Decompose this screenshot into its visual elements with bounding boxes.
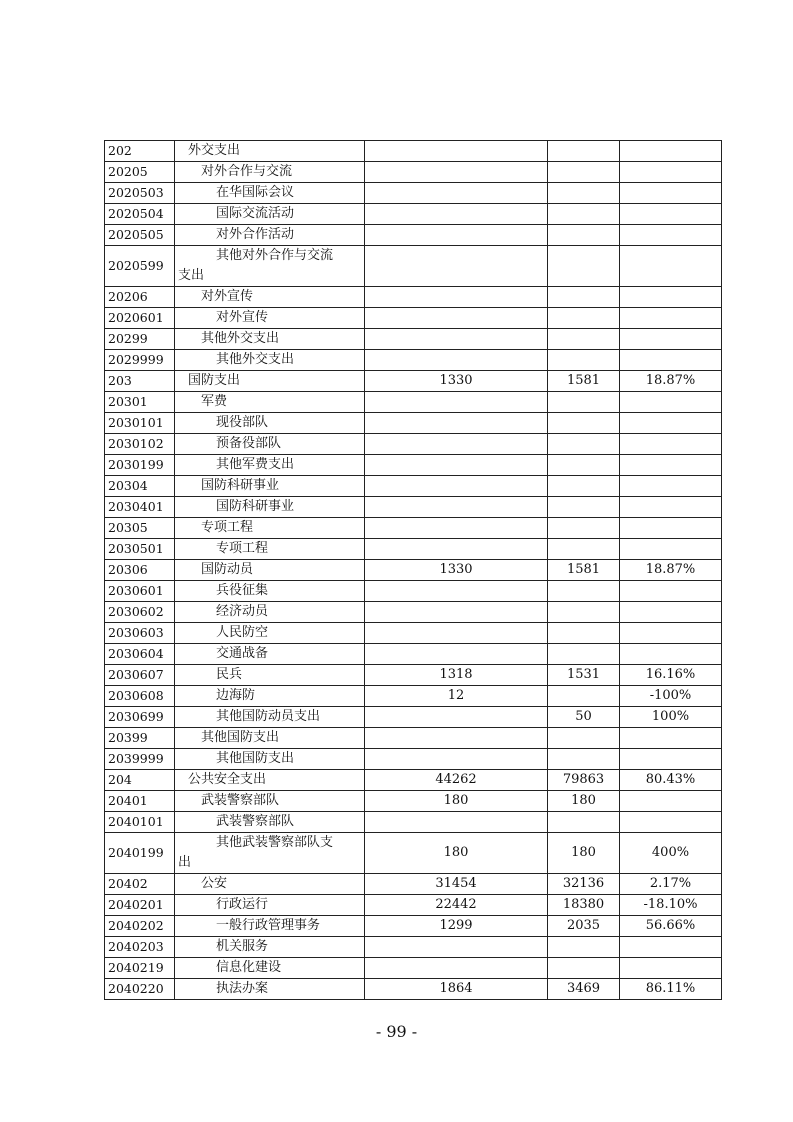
row-value-current xyxy=(548,686,620,707)
row-change-percent xyxy=(620,958,722,979)
row-code: 2040220 xyxy=(105,979,175,1000)
row-value-current xyxy=(548,225,620,246)
row-code: 2030501 xyxy=(105,539,175,560)
table-row xyxy=(105,183,722,204)
row-name xyxy=(175,246,365,287)
row-code: 20306 xyxy=(105,560,175,581)
row-value-prior xyxy=(365,434,548,455)
row-value-current: 180 xyxy=(548,791,620,812)
row-value-current: 32136 xyxy=(548,874,620,895)
row-name: 民兵 xyxy=(175,665,365,686)
row-value-current: 2035 xyxy=(548,916,620,937)
row-name: 预备役部队 xyxy=(175,434,365,455)
row-value-current xyxy=(548,455,620,476)
row-change-percent xyxy=(620,434,722,455)
row-code: 2030102 xyxy=(105,434,175,455)
row-code: 2030699 xyxy=(105,707,175,728)
row-code: 2030602 xyxy=(105,602,175,623)
row-value-prior xyxy=(365,329,548,350)
row-change-percent xyxy=(620,937,722,958)
table-row xyxy=(105,308,722,329)
row-change-percent xyxy=(620,246,722,287)
row-code: 2020505 xyxy=(105,225,175,246)
row-value-prior xyxy=(365,392,548,413)
row-code: 2029999 xyxy=(105,350,175,371)
row-code: 2030608 xyxy=(105,686,175,707)
row-name-line2: 支出 xyxy=(178,268,205,283)
table-row xyxy=(105,833,722,874)
row-value-current xyxy=(548,141,620,162)
row-change-percent xyxy=(620,413,722,434)
row-change-percent: 86.11% xyxy=(620,979,722,1000)
row-code: 2030601 xyxy=(105,581,175,602)
budget-table-body xyxy=(105,141,722,1000)
row-change-percent xyxy=(620,476,722,497)
row-change-percent xyxy=(620,162,722,183)
row-change-percent xyxy=(620,455,722,476)
table-row xyxy=(105,497,722,518)
row-value-current xyxy=(548,644,620,665)
table-row xyxy=(105,623,722,644)
row-code: 2030101 xyxy=(105,413,175,434)
row-value-current xyxy=(548,958,620,979)
row-value-current: 180 xyxy=(548,833,620,874)
row-code: 20304 xyxy=(105,476,175,497)
row-value-prior: 44262 xyxy=(365,770,548,791)
row-name: 国防支出 xyxy=(175,371,365,392)
row-code: 20299 xyxy=(105,329,175,350)
row-change-percent: 56.66% xyxy=(620,916,722,937)
row-name: 国防动员 xyxy=(175,560,365,581)
table-row xyxy=(105,728,722,749)
row-name: 其他外交支出 xyxy=(175,350,365,371)
row-code: 204 xyxy=(105,770,175,791)
table-row xyxy=(105,916,722,937)
row-value-current xyxy=(548,183,620,204)
table-row xyxy=(105,204,722,225)
table-row xyxy=(105,707,722,728)
row-code: 20301 xyxy=(105,392,175,413)
row-name: 交通战备 xyxy=(175,644,365,665)
row-value-prior xyxy=(365,183,548,204)
table-row xyxy=(105,581,722,602)
table-row xyxy=(105,371,722,392)
row-name: 国防科研事业 xyxy=(175,476,365,497)
row-value-current xyxy=(548,581,620,602)
table-row xyxy=(105,979,722,1000)
row-code: 2039999 xyxy=(105,749,175,770)
row-name: 信息化建设 xyxy=(175,958,365,979)
row-code: 2030199 xyxy=(105,455,175,476)
row-value-prior xyxy=(365,246,548,287)
row-value-prior: 12 xyxy=(365,686,548,707)
row-code: 20305 xyxy=(105,518,175,539)
table-row xyxy=(105,665,722,686)
table-row xyxy=(105,958,722,979)
row-code: 20205 xyxy=(105,162,175,183)
row-value-current: 18380 xyxy=(548,895,620,916)
row-value-current xyxy=(548,329,620,350)
row-code: 2020599 xyxy=(105,246,175,287)
table-row xyxy=(105,791,722,812)
row-code: 2040219 xyxy=(105,958,175,979)
table-row xyxy=(105,225,722,246)
row-name: 专项工程 xyxy=(175,539,365,560)
row-change-percent: 18.87% xyxy=(620,560,722,581)
row-name: 武装警察部队 xyxy=(175,791,365,812)
row-value-current xyxy=(548,728,620,749)
row-name: 在华国际会议 xyxy=(175,183,365,204)
row-value-current: 1531 xyxy=(548,665,620,686)
row-value-current xyxy=(548,246,620,287)
row-code: 2040203 xyxy=(105,937,175,958)
row-value-current: 3469 xyxy=(548,979,620,1000)
table-row xyxy=(105,141,722,162)
row-value-prior xyxy=(365,623,548,644)
row-value-prior xyxy=(365,812,548,833)
table-row xyxy=(105,644,722,665)
row-name: 机关服务 xyxy=(175,937,365,958)
row-value-current: 79863 xyxy=(548,770,620,791)
row-code: 2020504 xyxy=(105,204,175,225)
row-name: 其他国防支出 xyxy=(175,749,365,770)
row-name: 其他国防动员支出 xyxy=(175,707,365,728)
row-value-current xyxy=(548,497,620,518)
row-value-current xyxy=(548,162,620,183)
row-code: 203 xyxy=(105,371,175,392)
row-change-percent: 80.43% xyxy=(620,770,722,791)
row-change-percent: 2.17% xyxy=(620,874,722,895)
row-name: 国际交流活动 xyxy=(175,204,365,225)
row-change-percent xyxy=(620,350,722,371)
row-value-prior xyxy=(365,350,548,371)
row-code: 2030401 xyxy=(105,497,175,518)
row-change-percent: 100% xyxy=(620,707,722,728)
row-code: 2030603 xyxy=(105,623,175,644)
row-value-prior: 1299 xyxy=(365,916,548,937)
row-name: 其他国防支出 xyxy=(175,728,365,749)
table-row xyxy=(105,560,722,581)
row-change-percent xyxy=(620,539,722,560)
row-change-percent xyxy=(620,392,722,413)
row-change-percent xyxy=(620,644,722,665)
row-value-prior: 1864 xyxy=(365,979,548,1000)
row-name: 其他外交支出 xyxy=(175,329,365,350)
row-change-percent xyxy=(620,602,722,623)
row-code: 2040201 xyxy=(105,895,175,916)
table-row xyxy=(105,812,722,833)
row-name: 军费 xyxy=(175,392,365,413)
row-code: 202 xyxy=(105,141,175,162)
row-change-percent xyxy=(620,225,722,246)
row-name: 武装警察部队 xyxy=(175,812,365,833)
row-code: 2040202 xyxy=(105,916,175,937)
table-row xyxy=(105,350,722,371)
row-value-prior xyxy=(365,958,548,979)
row-code: 2020601 xyxy=(105,308,175,329)
row-change-percent xyxy=(620,329,722,350)
row-code: 2040101 xyxy=(105,812,175,833)
row-value-prior xyxy=(365,225,548,246)
row-value-prior xyxy=(365,518,548,539)
row-name: 其他军费支出 xyxy=(175,455,365,476)
row-name: 现役部队 xyxy=(175,413,365,434)
row-value-prior xyxy=(365,497,548,518)
row-value-current xyxy=(548,476,620,497)
row-change-percent xyxy=(620,749,722,770)
table-row xyxy=(105,455,722,476)
row-code: 20401 xyxy=(105,791,175,812)
table-row xyxy=(105,162,722,183)
row-value-prior xyxy=(365,749,548,770)
row-change-percent xyxy=(620,623,722,644)
row-code: 2040199 xyxy=(105,833,175,874)
row-change-percent xyxy=(620,812,722,833)
table-row xyxy=(105,392,722,413)
row-name: 一般行政管理事务 xyxy=(175,916,365,937)
row-name-line2: 出 xyxy=(178,855,192,870)
row-value-current xyxy=(548,434,620,455)
row-value-current xyxy=(548,518,620,539)
row-change-percent: 16.16% xyxy=(620,665,722,686)
row-change-percent xyxy=(620,728,722,749)
row-value-prior xyxy=(365,476,548,497)
row-value-prior xyxy=(365,413,548,434)
row-name: 经济动员 xyxy=(175,602,365,623)
row-value-prior: 180 xyxy=(365,791,548,812)
row-change-percent: -100% xyxy=(620,686,722,707)
row-change-percent xyxy=(620,581,722,602)
table-row xyxy=(105,246,722,287)
row-name: 对外宣传 xyxy=(175,308,365,329)
row-change-percent xyxy=(620,204,722,225)
row-change-percent: 400% xyxy=(620,833,722,874)
row-value-prior xyxy=(365,455,548,476)
row-name: 外交支出 xyxy=(175,141,365,162)
table-row xyxy=(105,686,722,707)
row-name xyxy=(175,833,365,874)
row-name: 边海防 xyxy=(175,686,365,707)
row-name: 执法办案 xyxy=(175,979,365,1000)
table-row xyxy=(105,413,722,434)
row-name-line1: 其他武装警察部队支 xyxy=(216,835,334,850)
table-row xyxy=(105,937,722,958)
row-value-current xyxy=(548,602,620,623)
row-name: 对外宣传 xyxy=(175,287,365,308)
row-value-prior xyxy=(365,644,548,665)
table-row xyxy=(105,329,722,350)
table-row xyxy=(105,895,722,916)
row-change-percent xyxy=(620,497,722,518)
row-change-percent xyxy=(620,141,722,162)
table-row xyxy=(105,770,722,791)
row-name: 公安 xyxy=(175,874,365,895)
row-change-percent xyxy=(620,518,722,539)
table-row xyxy=(105,874,722,895)
row-name: 行政运行 xyxy=(175,895,365,916)
row-value-current: 1581 xyxy=(548,560,620,581)
table-row xyxy=(105,539,722,560)
row-change-percent xyxy=(620,308,722,329)
row-value-current xyxy=(548,350,620,371)
table-row xyxy=(105,749,722,770)
row-name: 兵役征集 xyxy=(175,581,365,602)
row-code: 20399 xyxy=(105,728,175,749)
row-value-prior xyxy=(365,287,548,308)
row-name: 国防科研事业 xyxy=(175,497,365,518)
row-value-current xyxy=(548,308,620,329)
table-row xyxy=(105,287,722,308)
table-row xyxy=(105,476,722,497)
row-value-prior: 1330 xyxy=(365,371,548,392)
row-value-current xyxy=(548,204,620,225)
row-change-percent xyxy=(620,183,722,204)
table-row xyxy=(105,602,722,623)
table-row xyxy=(105,518,722,539)
row-code: 20206 xyxy=(105,287,175,308)
row-value-current xyxy=(548,413,620,434)
table-row xyxy=(105,434,722,455)
row-value-prior xyxy=(365,308,548,329)
row-value-current xyxy=(548,812,620,833)
row-change-percent xyxy=(620,791,722,812)
row-value-prior xyxy=(365,204,548,225)
row-value-prior xyxy=(365,707,548,728)
row-value-prior xyxy=(365,728,548,749)
row-name-line1: 其他对外合作与交流 xyxy=(216,248,334,263)
row-value-prior: 22442 xyxy=(365,895,548,916)
row-value-prior: 31454 xyxy=(365,874,548,895)
row-value-current xyxy=(548,539,620,560)
row-value-prior xyxy=(365,162,548,183)
row-value-current xyxy=(548,392,620,413)
row-value-current xyxy=(548,937,620,958)
page-number: - 99 - xyxy=(375,1022,418,1041)
row-name: 对外合作与交流 xyxy=(175,162,365,183)
row-value-prior xyxy=(365,937,548,958)
row-code: 2020503 xyxy=(105,183,175,204)
row-value-prior: 1330 xyxy=(365,560,548,581)
row-value-current xyxy=(548,623,620,644)
row-code: 2030607 xyxy=(105,665,175,686)
row-value-prior xyxy=(365,539,548,560)
row-name: 对外合作活动 xyxy=(175,225,365,246)
row-value-current xyxy=(548,749,620,770)
row-value-prior: 1318 xyxy=(365,665,548,686)
row-code: 2030604 xyxy=(105,644,175,665)
row-value-current xyxy=(548,287,620,308)
budget-table xyxy=(104,140,722,1000)
row-name: 人民防空 xyxy=(175,623,365,644)
row-change-percent xyxy=(620,287,722,308)
row-value-prior: 180 xyxy=(365,833,548,874)
row-value-current: 50 xyxy=(548,707,620,728)
row-name: 公共安全支出 xyxy=(175,770,365,791)
row-name: 专项工程 xyxy=(175,518,365,539)
row-value-prior xyxy=(365,602,548,623)
row-change-percent: -18.10% xyxy=(620,895,722,916)
row-value-prior xyxy=(365,581,548,602)
row-code: 20402 xyxy=(105,874,175,895)
row-value-current: 1581 xyxy=(548,371,620,392)
row-value-prior xyxy=(365,141,548,162)
row-change-percent: 18.87% xyxy=(620,371,722,392)
